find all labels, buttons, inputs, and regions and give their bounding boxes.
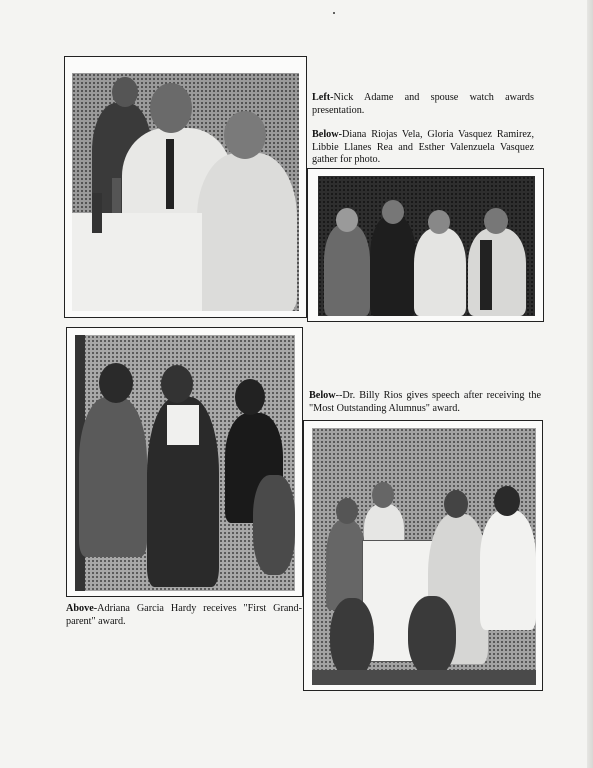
page-edge (587, 0, 593, 768)
caption-rios (309, 390, 541, 415)
caption-text: --Dr. Billy Rios gives speech after receiving the "Most Outstanding Alumnus" award. (309, 390, 541, 414)
photo-frame-adame (64, 56, 307, 318)
caption-hardy (66, 603, 302, 628)
caption-adame (312, 92, 534, 117)
caption-lead: Above- (66, 603, 98, 614)
photo-rios-speech (312, 428, 536, 685)
caption-text: Diana Riojas Vela, Gloria Vasquez Ramirez, Libbie Llanes Rea and Esther Valenzuela Vasquez gather for photo. (312, 129, 534, 166)
photo-adame-couple (72, 73, 299, 311)
photo-hardy-award (75, 335, 295, 591)
caption-lead: Below- (312, 129, 342, 140)
caption-lead: Left- (312, 92, 334, 103)
speck (333, 12, 335, 14)
caption-text: Adriana Garcia Hardy receives "First Grand-parent" award. (66, 603, 302, 627)
caption-group-photo (312, 129, 534, 167)
photo-frame-hardy (66, 327, 303, 597)
photo-four-women (318, 176, 535, 316)
photo-frame-group (307, 168, 544, 322)
caption-lead: Below (309, 390, 336, 401)
photo-frame-rios (303, 420, 543, 691)
caption-text: Nick Adame and spouse watch awards presentation. (312, 92, 534, 116)
